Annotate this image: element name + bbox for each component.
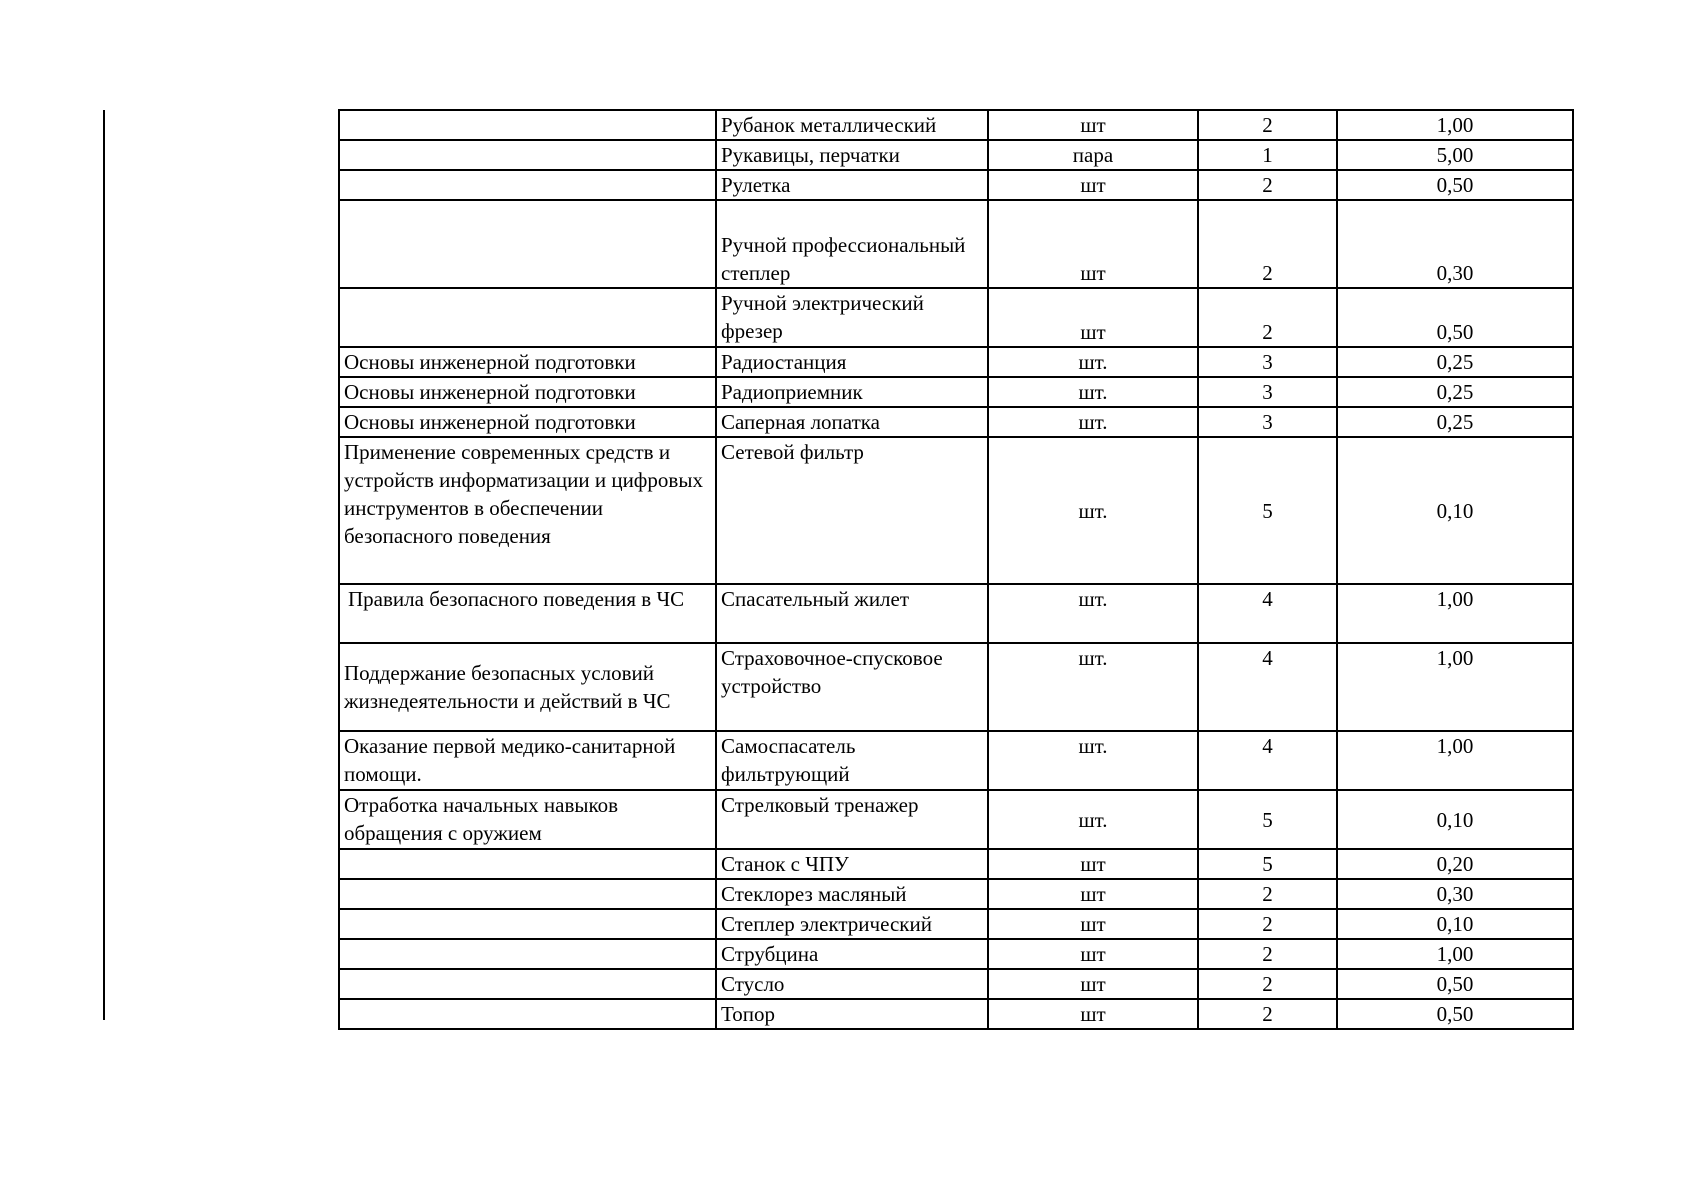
unit-cell: шт [988,939,1198,969]
topic-cell: Основы инженерной подготовки [339,377,716,407]
table-row [339,110,1573,140]
topic-cell: Правила безопасного поведения в ЧС [339,584,716,643]
rate-cell: 1,00 [1337,939,1573,969]
qty-cell: 2 [1198,879,1337,909]
equipment-table [338,109,1574,1030]
topic-cell [339,110,716,140]
qty-cell: 2 [1198,909,1337,939]
topic-cell [339,909,716,939]
table-row [339,200,1573,288]
qty-cell: 4 [1198,584,1337,643]
unit-cell: шт. [988,377,1198,407]
topic-cell [339,879,716,909]
qty-cell: 5 [1198,437,1337,584]
topic-cell [339,939,716,969]
rate-cell: 0,30 [1337,200,1573,288]
unit-cell: шт [988,110,1198,140]
qty-cell: 5 [1198,790,1337,849]
item-cell: Рулетка [716,170,988,200]
rate-cell: 0,30 [1337,879,1573,909]
topic-cell [339,200,716,288]
qty-cell: 1 [1198,140,1337,170]
qty-cell: 2 [1198,999,1337,1029]
topic-cell [339,140,716,170]
rate-cell: 0,10 [1337,437,1573,584]
item-cell: Сетевой фильтр [716,437,988,584]
unit-cell: шт [988,909,1198,939]
table-row [339,584,1573,643]
topic-cell [339,969,716,999]
item-cell: Стеклорез масляный [716,879,988,909]
unit-cell: шт [988,969,1198,999]
qty-cell: 3 [1198,407,1337,437]
topic-cell [339,288,716,347]
item-cell: Страховочное-спусковое устройство [716,643,988,731]
unit-cell: шт [988,288,1198,347]
topic-cell: Оказание первой медико-санитарной помощи. [339,731,716,790]
unit-cell: шт [988,879,1198,909]
unit-cell: пара [988,140,1198,170]
rate-cell: 1,00 [1337,110,1573,140]
rate-cell: 0,50 [1337,969,1573,999]
unit-cell: шт. [988,790,1198,849]
unit-cell: шт. [988,407,1198,437]
unit-cell: шт. [988,437,1198,584]
item-cell: Станок с ЧПУ [716,849,988,879]
qty-cell: 2 [1198,200,1337,288]
item-cell: Радиоприемник [716,377,988,407]
rate-cell: 1,00 [1337,643,1573,731]
topic-cell: Отработка начальных навыков обращения с оружием [339,790,716,849]
rate-cell: 0,20 [1337,849,1573,879]
topic-cell: Основы инженерной подготовки [339,407,716,437]
table-row [339,849,1573,879]
margin-rule [103,110,105,1020]
rate-cell: 0,25 [1337,347,1573,377]
unit-cell: шт. [988,731,1198,790]
qty-cell: 3 [1198,377,1337,407]
qty-cell: 2 [1198,288,1337,347]
table-row [339,437,1573,584]
table-row [339,731,1573,790]
item-cell: Ручной профессиональный степлер [716,200,988,288]
rate-cell: 0,50 [1337,288,1573,347]
table-row [339,377,1573,407]
qty-cell: 2 [1198,110,1337,140]
item-cell: Рубанок металлический [716,110,988,140]
table-row [339,999,1573,1029]
qty-cell: 5 [1198,849,1337,879]
item-cell: Степлер электрический [716,909,988,939]
table-row [339,790,1573,849]
table-row [339,140,1573,170]
table-row [339,643,1573,731]
topic-cell [339,849,716,879]
unit-cell: шт [988,999,1198,1029]
item-cell: Стусло [716,969,988,999]
unit-cell: шт. [988,347,1198,377]
unit-cell: шт [988,849,1198,879]
rate-cell: 1,00 [1337,584,1573,643]
unit-cell: шт. [988,643,1198,731]
item-cell: Топор [716,999,988,1029]
item-cell: Саперная лопатка [716,407,988,437]
topic-cell [339,170,716,200]
rate-cell: 1,00 [1337,731,1573,790]
item-cell: Рукавицы, перчатки [716,140,988,170]
rate-cell: 0,50 [1337,170,1573,200]
table-row [339,909,1573,939]
item-cell: Радиостанция [716,347,988,377]
table-row [339,347,1573,377]
item-cell: Струбцина [716,939,988,969]
item-cell: Спасательный жилет [716,584,988,643]
item-cell: Ручной электрический фрезер [716,288,988,347]
rate-cell: 0,10 [1337,909,1573,939]
table-row [339,407,1573,437]
item-cell: Стрелковый тренажер [716,790,988,849]
rate-cell: 0,25 [1337,377,1573,407]
rate-cell: 0,25 [1337,407,1573,437]
rate-cell: 0,50 [1337,999,1573,1029]
qty-cell: 4 [1198,643,1337,731]
topic-cell: Основы инженерной подготовки [339,347,716,377]
topic-cell [339,999,716,1029]
qty-cell: 2 [1198,939,1337,969]
unit-cell: шт [988,170,1198,200]
qty-cell: 4 [1198,731,1337,790]
qty-cell: 2 [1198,170,1337,200]
unit-cell: шт. [988,584,1198,643]
unit-cell: шт [988,200,1198,288]
topic-cell: Поддержание безопасных условий жизнедеятельности и действий в ЧС [339,643,716,731]
item-cell: Самоспасатель фильтрующий [716,731,988,790]
rate-cell: 5,00 [1337,140,1573,170]
qty-cell: 3 [1198,347,1337,377]
table-row [339,288,1573,347]
table-row [339,969,1573,999]
topic-cell: Применение современных средств и устройств информатизации и цифровых инструментов в обеспечении безопасного поведения [339,437,716,584]
rate-cell: 0,10 [1337,790,1573,849]
table-row [339,879,1573,909]
table-row [339,939,1573,969]
table-row [339,170,1573,200]
qty-cell: 2 [1198,969,1337,999]
